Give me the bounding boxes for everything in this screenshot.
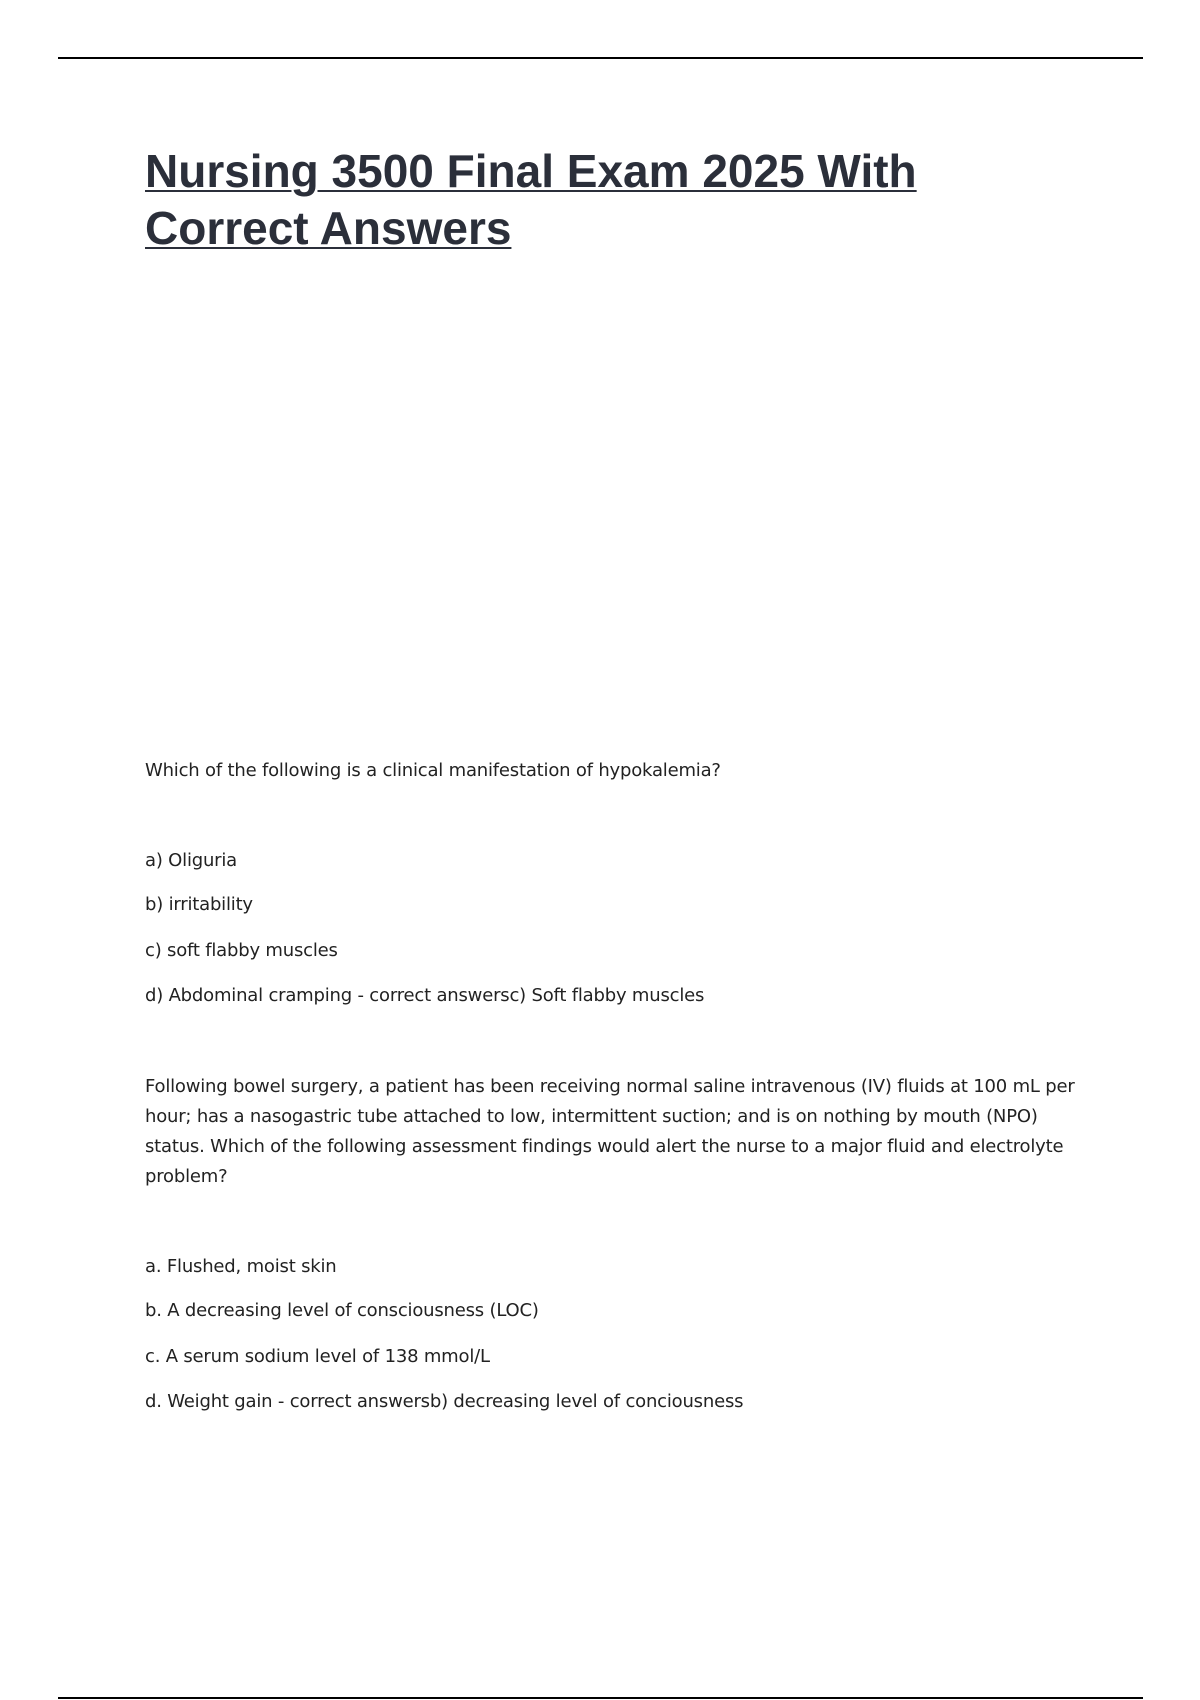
question-2-line-1: Following bowel surgery, a patient has been receiving normal saline intravenous (IV) fluids at 100 mL per: [145, 1076, 1075, 1097]
question-1-option-b: b) irritability: [145, 894, 253, 915]
question-2-line-3: status. Which of the following assessment findings would alert the nurse to a major fluid and electrolyte: [145, 1136, 1064, 1157]
question-1-text: Which of the following is a clinical manifestation of hypokalemia?: [145, 760, 721, 781]
question-2-option-c: c. A serum sodium level of 138 mmol/L: [145, 1346, 490, 1367]
question-1-option-d-answer: d) Abdominal cramping - correct answersc) Soft flabby muscles: [145, 985, 705, 1006]
question-2-option-d-answer: d. Weight gain - correct answersb) decreasing level of conciousness: [145, 1391, 744, 1412]
question-2-option-b: b. A decreasing level of consciousness (LOC): [145, 1300, 539, 1321]
title-line-2: Correct Answers: [145, 202, 512, 254]
document-title: [145, 143, 1045, 257]
title-line-1: Nursing 3500 Final Exam 2025 With: [145, 145, 917, 197]
footer-rule: [58, 1697, 1143, 1699]
header-rule: [58, 57, 1143, 59]
question-1-option-a: a) Oliguria: [145, 850, 238, 871]
question-2-text: [145, 1072, 1095, 1192]
question-1-option-c: c) soft flabby muscles: [145, 940, 338, 961]
question-2-line-4: problem?: [145, 1166, 228, 1187]
question-2-line-2: hour; has a nasogastric tube attached to low, intermittent suction; and is on nothing by mouth (NPO): [145, 1106, 1038, 1127]
question-2-option-a: a. Flushed, moist skin: [145, 1256, 337, 1277]
